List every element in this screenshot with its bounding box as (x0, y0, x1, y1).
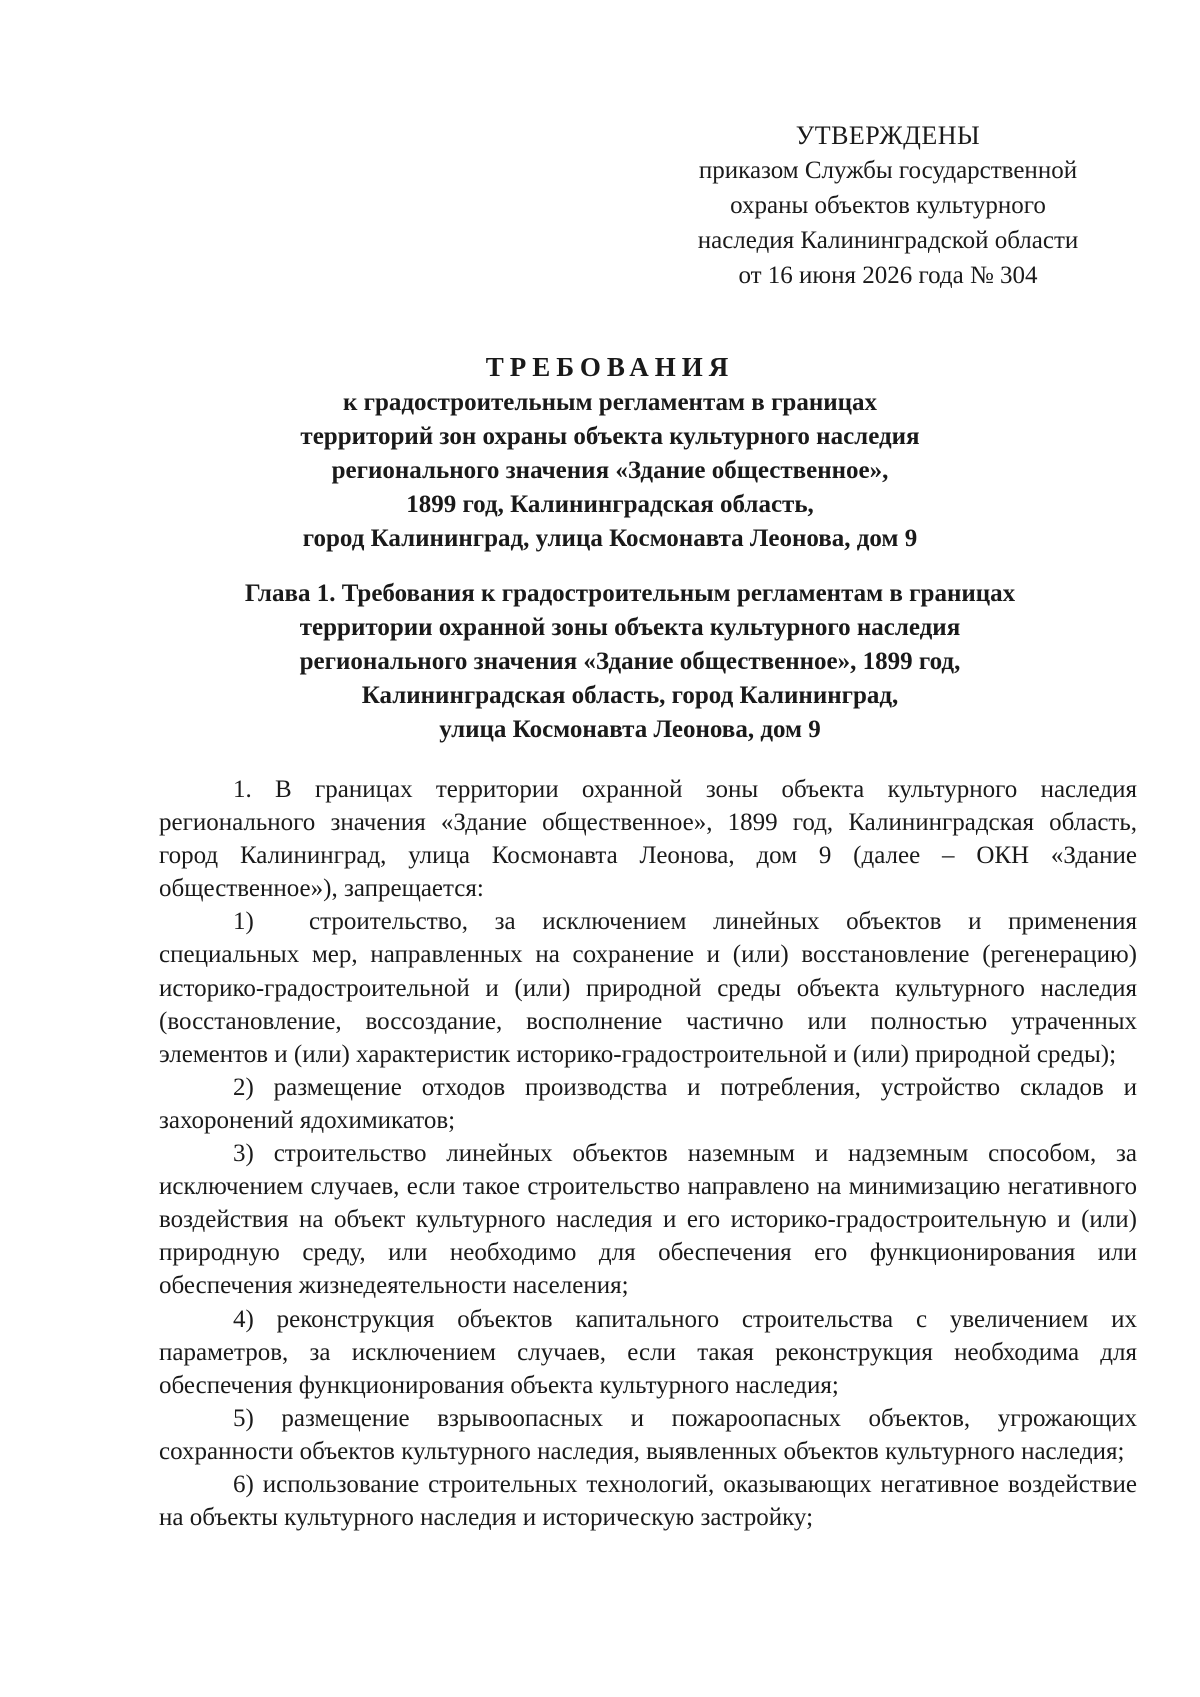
approval-stamp (668, 118, 1108, 293)
title-heading: ТРЕБОВАНИЯ (485, 352, 735, 382)
document-title (160, 350, 1060, 556)
item-text: строительство, за исключением линейных объектов и применения специальных мер, направленных на сохранение и (или) восстановление (регенерацию) историко-градостроительной и (или) природной среды объекта культурного наследия (восстановление, воссоздание, восполнение частично или полностью утраченных элементов и (или) характеристик историко-градостроительной и (или) природной среды); (159, 908, 1137, 1068)
approval-line: приказом Службы государственной (698, 157, 1078, 184)
approval-line: охраны объектов культурного (730, 192, 1046, 219)
item-text: строительство линейных объектов наземным и надземным способом, за исключением случаев, если такое строительство направлено на минимизацию негативного воздействия на объект культурного наследия и его историко-градостроительную и (или) природную среду, или необходимо для обеспечения его функционирования или обеспечения жизнедеятельности населения; (159, 1140, 1138, 1300)
document-body (159, 773, 1137, 1534)
item-number: 3) (233, 1140, 254, 1168)
list-item (159, 1303, 1137, 1402)
chapter-line: регионального значения «Здание общественное», 1899 год, (299, 648, 961, 675)
item-text: размещение отходов производства и потребления, устройство складов и захоронений ядохимикатов; (159, 1073, 1137, 1134)
item-text: размещение взрывоопасных и пожароопасных объектов, угрожающих сохранности объектов культурного наследия, выявленных объектов культурного наследия; (159, 1404, 1137, 1465)
paragraph-intro: 1. В границах территории охранной зоны объекта культурного наследия регионального значения «Здание общественное», 1899 год, Калининградская область, город Калининград, улица Космонавта Леонова, дом 9 (далее – ОКН «Здание общественное»), запрещается: (159, 776, 1137, 903)
title-line: 1899 год, Калининградская область, (406, 491, 814, 518)
chapter-line: территории охранной зоны объекта культурного наследия (299, 614, 961, 641)
list-item (159, 1402, 1137, 1468)
item-text: реконструкция объектов капитального строительства с увеличением их параметров, за исключением случаев, если такая реконструкция необходима для обеспечения функционирования объекта культурного наследия; (159, 1305, 1138, 1399)
chapter-line: Глава 1. Требования к градостроительным регламентам в границах (244, 580, 1016, 607)
chapter-heading (160, 577, 1100, 747)
chapter-line: улица Космонавта Леонова, дом 9 (439, 716, 821, 743)
title-line: территорий зон охраны объекта культурного наследия (300, 423, 920, 450)
approval-line: наследия Калининградской области (697, 227, 1079, 254)
item-text: использование строительных технологий, оказывающих негативное воздействие на объекты культурного наследия и историческую застройку; (159, 1470, 1137, 1532)
title-line: регионального значения «Здание общественное», (331, 457, 889, 484)
item-number: 1) (233, 908, 254, 936)
title-line: к градостроительным регламентам в границах (342, 389, 878, 416)
item-number: 5) (233, 1404, 254, 1432)
list-item (159, 905, 1137, 1070)
list-item (159, 1468, 1137, 1534)
chapter-line: Калининградская область, город Калининград, (361, 682, 899, 709)
list-item (159, 1137, 1137, 1302)
approval-date-line: от 16 июня 2026 года № 304 (738, 262, 1038, 289)
title-line: город Калининград, улица Космонавта Леонова, дом 9 (302, 525, 918, 552)
list-item (159, 1071, 1137, 1137)
item-number: 6) (233, 1470, 254, 1498)
approval-heading: УТВЕРЖДЕНЫ (795, 121, 981, 150)
item-number: 4) (233, 1305, 254, 1333)
item-number: 2) (233, 1073, 254, 1101)
